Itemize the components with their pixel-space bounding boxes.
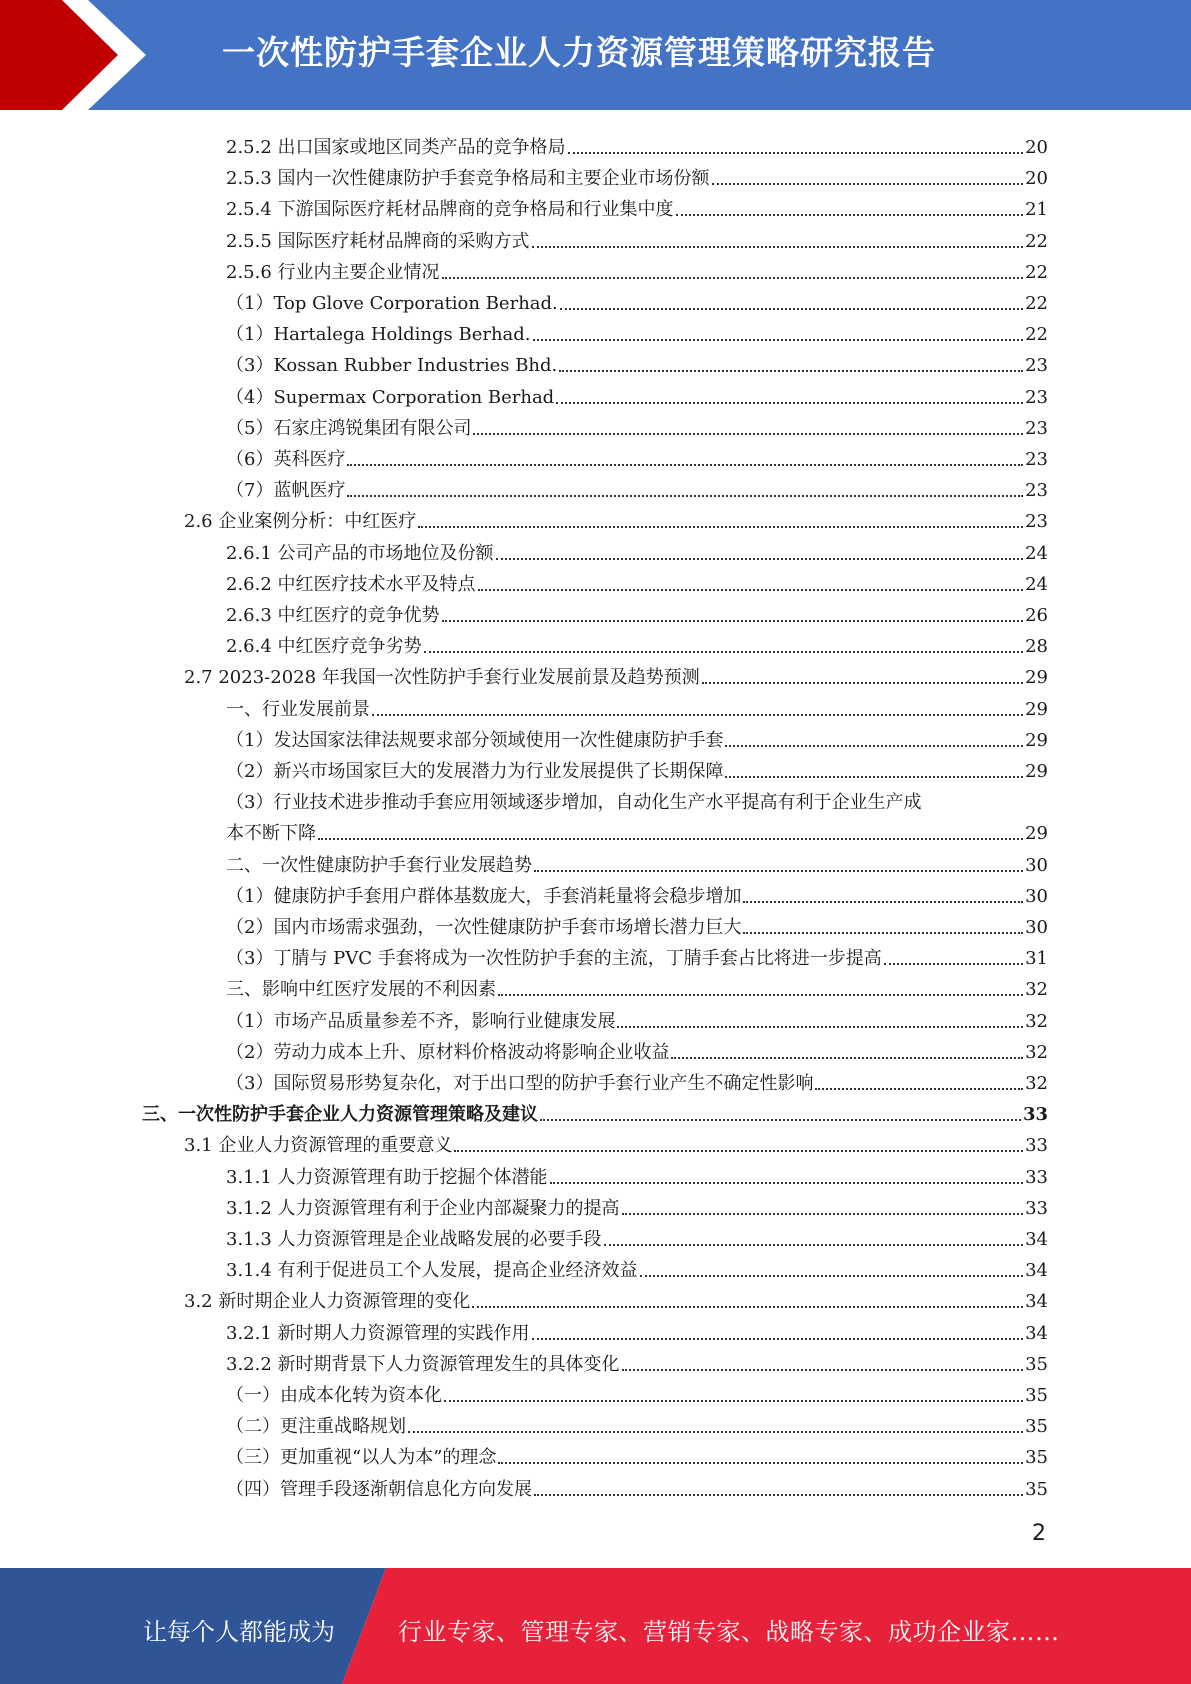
toc-dot-leader [424,651,1024,653]
toc-entry[interactable] [226,721,1048,752]
toc-entry-text: 2.5.6 行业内主要企业情况 [226,261,440,283]
toc-dot-leader [534,870,1023,872]
toc-entry-text: （2）新兴市场国家巨大的发展潜力为行业发展提供了长期保障 [226,761,724,782]
toc-dot-leader [743,932,1023,934]
toc-entry-page: 23 [1025,417,1048,439]
toc-entry-page: 30 [1025,885,1048,907]
toc-entry-text: 3.2.1 新时期人力资源管理的实践作用 [226,1322,530,1344]
toc-entry-page: 22 [1025,230,1048,252]
toc-entry-page: 33 [1025,1135,1048,1157]
toc-entry-text: 2.6.2 中红医疗技术水平及特点 [226,573,476,595]
toc-entry-text: （3）国际贸易形势复杂化，对于出口型的防护手套行业产生不确定性影响 [226,1073,814,1094]
toc-dot-leader [498,994,1023,996]
toc-entry-text: （四）管理手段逐渐朝信息化方向发展 [226,1478,532,1500]
toc-entry[interactable] [226,190,1048,221]
toc-entry-text: （1）Top Glove Corporation Berhad. [226,293,558,314]
toc-entry-page: 29 [1025,698,1048,720]
toc-entry-text: 2.6.1 公司产品的市场地位及份额 [226,542,494,564]
toc-dot-leader [532,1338,1024,1340]
toc-entry[interactable] [184,658,1048,689]
toc-entry-text: （3）行业技术进步推动手套应用领域逐步增加，自动化生产水平提高有利于企业生产成 [226,792,922,814]
toc-entry-page: 20 [1025,137,1048,158]
toc-entry[interactable] [226,939,1048,970]
toc-entry-page: 30 [1025,854,1048,876]
toc-dot-leader [604,1244,1024,1246]
toc-entry-page: 35 [1025,1385,1048,1406]
toc-entry-page: 23 [1025,480,1048,502]
toc-entry-text: （2）国内市场需求强劲，一次性健康防护手套市场增长潜力巨大 [226,917,742,938]
toc-entry[interactable] [226,1407,1048,1438]
toc-dot-leader [442,277,1024,279]
toc-dot-leader [617,1026,1023,1028]
toc-entry[interactable] [226,814,1048,845]
toc-entry-page: 24 [1025,573,1048,595]
toc-entry[interactable] [226,1033,1048,1064]
toc-entry-text: 3.2 新时期企业人力资源管理的变化 [184,1291,471,1313]
toc-entry-text: 2.5.4 下游国际医疗耗材品牌商的竞争格局和行业集中度 [226,199,674,221]
toc-dot-leader [676,214,1024,216]
toc-entry-page: 22 [1025,324,1048,346]
toc-dot-leader [532,246,1024,248]
toc-entry-page: 23 [1025,511,1048,533]
toc-entry-page: 32 [1025,1073,1048,1094]
toc-entry[interactable] [226,1470,1048,1501]
toc-entry-page: 34 [1025,1229,1048,1250]
toc-entry-page: 26 [1025,605,1048,626]
toc-entry[interactable] [226,534,1048,565]
toc-entry-page: 33 [1025,1197,1048,1219]
toc-entry-page: 35 [1025,1353,1048,1375]
toc-entry-text: （1）市场产品质量参差不齐，影响行业健康发展 [226,1010,616,1032]
toc-entry[interactable] [226,1189,1048,1220]
toc-dot-leader [556,402,1023,404]
toc-entry-page: 35 [1025,1416,1048,1438]
toc-entry-page: 29 [1025,729,1048,751]
toc-entry[interactable] [226,877,1048,908]
toc-dot-leader [478,589,1024,591]
toc-entry-text: （三）更加重视“以人为本”的理念 [226,1447,497,1469]
toc-entry[interactable] [226,222,1048,253]
toc-entry-text: 2.5.5 国际医疗耗材品牌商的采购方式 [226,230,530,252]
toc-entry-page: 33 [1025,1166,1048,1188]
toc-entry[interactable] [226,346,1048,377]
toc-entry[interactable] [226,284,1048,315]
toc-dot-leader [725,745,1023,747]
report-footer [0,1568,1191,1684]
toc-entry-page: 35 [1025,1447,1048,1469]
toc-dot-leader [622,1369,1024,1371]
toc-entry-page: 29 [1025,761,1048,782]
toc-entry-text: 一、行业发展前景 [226,698,370,720]
toc-entry[interactable] [226,846,1048,877]
toc-entry[interactable] [226,378,1048,409]
toc-entry-page: 32 [1025,1010,1048,1032]
toc-dot-leader [559,370,1023,372]
toc-entry[interactable] [226,908,1048,939]
toc-entry-text: 3.2.2 新时期背景下人力资源管理发生的具体变化 [226,1353,620,1375]
toc-entry [226,783,921,814]
toc-entry[interactable] [226,1158,1048,1189]
toc-entry-text: 3.1.2 人力资源管理有利于企业内部凝聚力的提高 [226,1197,620,1219]
toc-entry[interactable] [226,1251,1048,1282]
toc-dot-leader [418,526,1023,528]
toc-entry-text: 3.1.4 有利于促进员工个人发展，提高企业经济效益 [226,1260,638,1282]
toc-dot-leader [743,901,1023,903]
toc-entry-page: 23 [1025,355,1048,377]
toc-dot-leader [622,1213,1024,1215]
toc-entry-page: 31 [1025,948,1048,970]
toc-entry-text: （二）更注重战略规划 [226,1416,406,1438]
toc-entry-text: 2.6 企业案例分析：中红医疗 [184,511,417,533]
toc-entry[interactable] [184,1282,1048,1313]
toc-dot-leader [498,1462,1023,1464]
toc-dot-leader [442,620,1024,622]
toc-entry[interactable] [226,1376,1048,1407]
toc-entry-page: 29 [1025,823,1048,845]
toc-entry-text: （6）英科医疗 [226,449,346,470]
toc-dot-leader [550,1182,1024,1184]
toc-entry-text: （7）蓝帆医疗 [226,480,346,502]
footer-slogan-left: 让每个人都能成为 [143,1618,335,1646]
toc-entry-text: （5）石家庄鸿锐集团有限公司 [226,417,472,439]
toc-entry-page: 34 [1025,1260,1048,1282]
toc-entry-page: 30 [1025,917,1048,938]
toc-entry-page: 24 [1025,542,1048,564]
toc-entry-text: （一）由成本化转为资本化 [226,1385,442,1406]
toc-dot-leader [347,495,1023,497]
toc-entry-text: 三、一次性防护手套企业人力资源管理策略及建议 [142,1104,538,1126]
toc-entry-text: 3.1 企业人力资源管理的重要意义 [184,1135,453,1157]
toc-entry[interactable] [226,128,1048,159]
toc-entry-page: 22 [1025,293,1048,314]
toc-entry-text: 3.1.1 人力资源管理有助于挖掘个体潜能 [226,1166,548,1188]
toc-entry-text: 三、影响中红医疗发展的不利因素 [226,979,496,1001]
toc-entry-text: 2.6.3 中红医疗的竞争优势 [226,605,440,626]
toc-entry[interactable] [226,409,1048,440]
toc-entry[interactable] [226,690,1048,721]
toc-dot-leader [318,838,1023,840]
toc-entry[interactable] [226,596,1048,627]
toc-entry-text: （1）健康防护手套用户群体基数庞大，手套消耗量将会稳步增加 [226,885,742,907]
toc-entry[interactable] [142,1095,1048,1126]
toc-dot-leader [671,1057,1023,1059]
toc-dot-leader [640,1275,1024,1277]
toc-entry-text: （1）Hartalega Holdings Berhad. [226,324,531,346]
toc-entry-text: 2.7 2023-2028 年我国一次性防护手套行业发展前景及趋势预测 [184,667,700,689]
toc-entry-text: 2.6.4 中红医疗竞争劣势 [226,636,422,658]
toc-entry[interactable] [226,752,1048,783]
toc-entry-page: 20 [1025,168,1048,190]
toc-entry-text: （4）Supermax Corporation Berhad [226,386,555,408]
report-title: 一次性防护手套企业人力资源管理策略研究报告 [222,33,936,72]
page-number: 2 [1032,1521,1046,1546]
toc-entry[interactable] [184,1126,1048,1157]
toc-entry[interactable] [226,970,1048,1001]
toc-entry-page: 32 [1025,1041,1048,1063]
toc-dot-leader [534,1494,1023,1496]
toc-dot-leader [712,183,1024,185]
report-header [0,0,1191,110]
toc-entry-page: 22 [1025,261,1048,283]
toc-dot-leader [702,682,1023,684]
toc-dot-leader [560,308,1023,310]
footer-slogan-right: 行业专家、管理专家、营销专家、战略专家、成功企业家…… [398,1618,1060,1646]
toc-dot-leader [884,963,1023,965]
toc-dot-leader [408,1431,1023,1433]
toc-dot-leader [496,558,1024,560]
toc-entry[interactable] [226,253,1048,284]
toc-entry-page: 35 [1025,1478,1048,1500]
toc-entry-page: 23 [1025,449,1048,470]
toc-entry[interactable] [226,159,1048,190]
toc-dot-leader [454,1150,1023,1152]
toc-entry[interactable] [226,315,1048,346]
toc-entry[interactable] [226,1345,1048,1376]
toc-entry-text: （3）Kossan Rubber Industries Bhd. [226,355,558,377]
toc-entry-page: 28 [1025,636,1048,658]
toc-entry-text: 2.5.3 国内一次性健康防护手套竞争格局和主要企业市场份额 [226,168,710,190]
toc-entry-text: （1）发达国家法律法规要求部分领域使用一次性健康防护手套 [226,729,724,751]
toc-entry-page: 34 [1025,1322,1048,1344]
toc-entry[interactable] [226,471,1048,502]
toc-dot-leader [472,1306,1023,1308]
toc-entry[interactable] [226,1314,1048,1345]
toc-entry-page: 29 [1025,667,1048,689]
toc-entry-page: 33 [1022,1104,1048,1126]
toc-entry-text: 本不断下降 [226,823,316,845]
toc-entry-text: 二、一次性健康防护手套行业发展趋势 [226,854,532,876]
toc-dot-leader [815,1088,1023,1090]
toc-entry-page: 34 [1025,1291,1048,1313]
toc-dot-leader [473,433,1023,435]
toc-dot-leader [540,1119,1021,1121]
toc-entry-text: （3）丁腈与 PVC 手套将成为一次性防护手套的主流，丁腈手套占比将进一步提高 [226,948,882,970]
toc-entry[interactable] [226,1002,1048,1033]
toc-dot-leader [725,776,1023,778]
toc-dot-leader [347,464,1023,466]
toc-entry[interactable] [226,1064,1048,1095]
toc-entry[interactable] [226,565,1048,596]
toc-entry-page: 21 [1025,199,1048,221]
toc-entry-page: 32 [1025,979,1048,1001]
toc-entry-page: 23 [1025,386,1048,408]
toc-entry[interactable] [184,502,1048,533]
toc-dot-leader [444,1400,1023,1402]
toc-dot-leader [372,714,1023,716]
toc-dot-leader [533,339,1024,341]
toc-entry-text: 3.1.3 人力资源管理是企业战略发展的必要手段 [226,1229,602,1250]
toc-entry[interactable] [226,1438,1048,1469]
toc-entry[interactable] [226,1220,1048,1251]
toc-entry-text: 2.5.2 出口国家或地区同类产品的竞争格局 [226,137,566,158]
toc-entry-text: （2）劳动力成本上升、原材料价格波动将影响企业收益 [226,1041,670,1063]
toc-entry[interactable] [226,627,1048,658]
toc-dot-leader [568,152,1024,154]
toc-entry[interactable] [226,440,1048,471]
